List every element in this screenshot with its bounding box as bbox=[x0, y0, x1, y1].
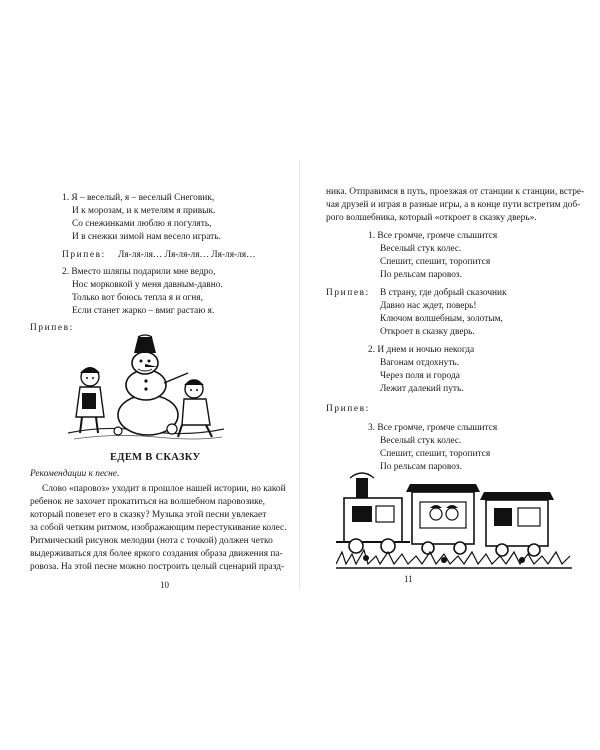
body-line: Слово «паровоз» уходит в прошлое нашей истории, но какой bbox=[42, 484, 286, 494]
body-line: ровоза. На этой песне можно построить целый сценарий празд- bbox=[30, 562, 285, 572]
body-line: Ритмический рисунок мелодии (нота с точкой) должен четко bbox=[30, 536, 273, 546]
verse-line: Веселый стук колес. bbox=[380, 436, 462, 446]
verse-line: И в снежки зимой нам весело играть. bbox=[72, 232, 221, 242]
verse-line: 3. Все громче, громче слышится bbox=[368, 423, 498, 433]
body-line: который повезет его в сказку? Музыка этой песни увлекает bbox=[30, 510, 267, 520]
verse-line: Только вот боюсь тепла я и огня, bbox=[72, 293, 203, 303]
verse-line: Вагонам отдохнуть. bbox=[380, 358, 460, 368]
snowman-illustration bbox=[66, 333, 226, 445]
verse-line: По рельсам паровоз. bbox=[380, 462, 462, 472]
verse-line: Со снежинками люблю я погулять, bbox=[72, 219, 212, 229]
verse-line: Через поля и города bbox=[380, 371, 460, 381]
body-line: чая друзей и играя в разные игры, а в конце пути встретим доб- bbox=[326, 200, 581, 210]
body-line: ребенок не захочет прокатиться на волшебном паровозике, bbox=[30, 497, 265, 507]
verse-line: 2. И днем и ночью некогда bbox=[368, 345, 475, 355]
verse-line: И к морозам, и к метелям я привык. bbox=[72, 206, 216, 216]
pripev-label: Припев: bbox=[326, 288, 370, 298]
verse-line: 1. Все громче, громче слышится bbox=[368, 231, 498, 241]
verse-line: 2. Вместо шляпы подарили мне ведро, bbox=[62, 267, 216, 277]
pripev-text: Ля-ля-ля… Ля-ля-ля… Ля-ля-ля… bbox=[118, 250, 256, 260]
body-line: ника. Отправимся в путь, проезжая от станции к станции, встре- bbox=[326, 187, 585, 197]
refrain-line: Ключом волшебным, золотым, bbox=[380, 314, 503, 324]
verse-line: Нос морковкой у меня давным-давно. bbox=[72, 280, 223, 290]
train-illustration bbox=[336, 472, 572, 570]
verse-line: Веселый стук колес. bbox=[380, 244, 462, 254]
body-line: рого волшебника, который «откроет в сказку дверь». bbox=[326, 213, 537, 223]
verse-line: Если станет жарко – вмиг растаю я. bbox=[72, 306, 215, 316]
train-drawing bbox=[336, 472, 572, 570]
verse-line: По рельсам паровоз. bbox=[380, 270, 462, 280]
verse-line: Спешит, спешит, торопится bbox=[380, 257, 491, 267]
body-line: за собой четким ритмом, изображающим перестукивание колес. bbox=[30, 523, 287, 533]
verse-line: Спешит, спешит, торопится bbox=[380, 449, 491, 459]
snowman-drawing bbox=[66, 333, 226, 445]
song-title: ЕДЕМ В СКАЗКУ bbox=[110, 452, 201, 463]
pripev-label: Припев: bbox=[62, 250, 106, 260]
recommendations-label: Рекомендации к песне. bbox=[30, 469, 120, 479]
refrain-line: Откроет в сказку дверь. bbox=[380, 327, 475, 337]
verse-line: Лежит далекий путь. bbox=[380, 384, 464, 394]
pripev-label: Припев: bbox=[326, 404, 370, 414]
body-line: выдерживаться для более яркого создания образа движения па- bbox=[30, 549, 283, 559]
verse-line: 1. Я – веселый, я – веселый Снеговик, bbox=[62, 193, 215, 203]
page-right bbox=[300, 0, 600, 750]
refrain-line: В страну, где добрый сказочник bbox=[380, 288, 507, 298]
pripev-label: Припев: bbox=[30, 323, 74, 333]
page-number: 11 bbox=[404, 574, 413, 584]
refrain-line: Давно нас ждет, поверь! bbox=[380, 301, 477, 311]
page-number: 10 bbox=[160, 580, 169, 590]
